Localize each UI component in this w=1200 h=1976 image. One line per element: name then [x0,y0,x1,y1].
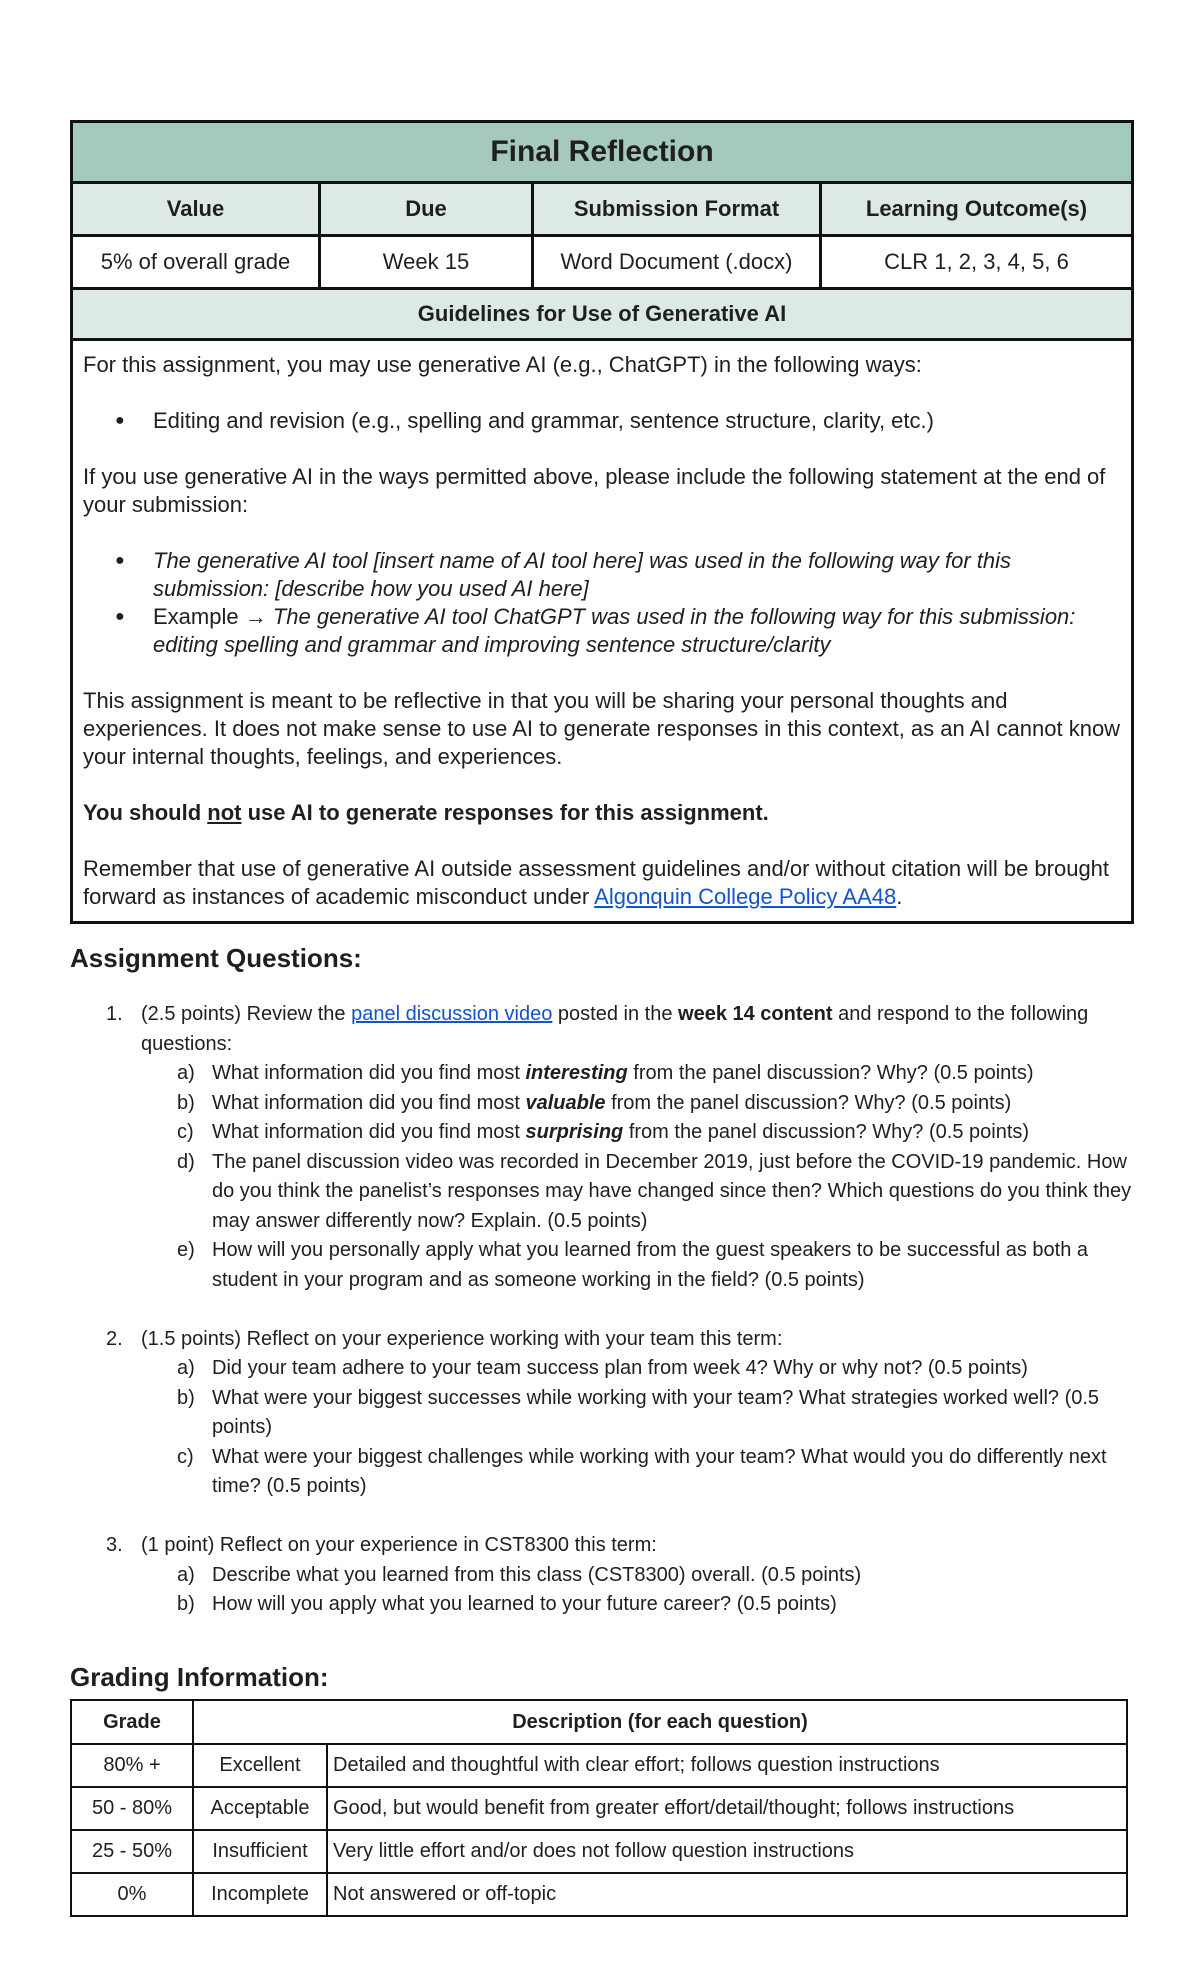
question-2: 2. (1.5 points) Reflect on your experience working with your team this term: a) Did your team adhere to your team success plan from week 4? Why or why not? (0.5 points) b) What were your biggest successes while working with your team? What strategies worked well? (0.5 points) c) What were your biggest challenges while working with your team? What would you do differently next time? (0.5 points) [70,1325,1140,1502]
grading-heading: Grading Information: [70,1662,329,1692]
sub-question: c) What were your biggest challenges while working with your team? What would you do differently next time? (0.5 points) [177,1445,1107,1497]
question-number: 2. [106,1327,123,1350]
bullet-item [153,547,1121,603]
sub-question: b) How will you apply what you learned to your future career? (0.5 points) [177,1593,837,1615]
assignment-info-table [70,120,1134,924]
due-cell: Week 15 [320,236,533,289]
sub-question: a) Describe what you learned from this class (CST8300) overall. (0.5 points) [177,1563,862,1586]
guidelines-body [72,340,1133,923]
sub-question: a) What information did you find most interesting from the panel discussion? Why? (0.5 points) [177,1062,1034,1084]
guidelines-heading: Guidelines for Use of Generative AI [72,289,1133,340]
bullet-item: ● Editing and revision (e.g., spelling and grammar, sentence structure, clarity, etc.) [153,407,1121,435]
reflective-note: This assignment is meant to be reflective in that you will be sharing your personal thoughts and experiences. It does not make sense to use AI to generate responses in this context, as an AI cannot know your internal thoughts, feelings, and experiences. [83,688,1121,769]
sub-question: c) What information did you find most surprising from the panel discussion? Why? (0.5 points) [177,1121,1030,1143]
sub-question: b) What were your biggest successes while working with your team? What strategies worked well? (0.5 points) [177,1386,1100,1438]
table-row: 25 - 50% Insufficient Very little effort and/or does not follow question instructions [71,1830,1127,1873]
table-row: 80% + Excellent Detailed and thoughtful with clear effort; follows question instructions [71,1744,1127,1787]
format-cell: Word Document (.docx) [533,236,821,289]
policy-link[interactable]: Algonquin College Policy AA48 [594,884,897,909]
question-1: 1. (2.5 points) Review the panel discussion video posted in the week 14 content and respond to the following questions: a) What information did you find most interesting from the panel discussion? Why? (0.5 points) b) What information did you find most valuable from the panel discussion? Why? (0.5 points) c) What information did you find most surprising from the panel discussion? Why? (0.5 points) d) The panel discussion video was recorded in December 2019, just before the COVID-19 pandemic. How do you think the panelist’s responses may have changed since then? Which questions do you think they may answer differently now? Explain. (0.5 points) e) How will you personally apply what you learned from the guest speakers to be successful as both a student in your program and as someone working in the field? (0.5 points) [70,1000,1140,1295]
question-3: 3. (1 point) Reflect on your experience in CST8300 this term: a) Describe what you learned from this class (CST8300) overall. (0.5 points) b) How will you apply what you learned to your future career? (0.5 points) [70,1531,1140,1620]
example-statement: The generative AI tool ChatGPT was used in the following way for this submission: editing spelling and grammar and improving sentence structure/clarity [153,604,1076,657]
header-value: Value [72,183,320,236]
guidelines-intro: For this assignment, you may use generative AI (e.g., ChatGPT) in the following ways: [83,352,922,377]
grading-table [70,1699,1128,1917]
guidelines-statement: If you use generative AI in the ways permitted above, please include the following statement at the end of your submission: [83,464,1106,517]
header-due: Due [320,183,533,236]
table-row: 0% Incomplete Not answered or off-topic [71,1873,1127,1916]
sub-question: b) What information did you find most valuable from the panel discussion? Why? (0.5 points) [177,1091,1012,1114]
statement-template: The generative AI tool [insert name of AI tool here] was used in the following way for this submission: [describe how you used AI here] [153,548,1012,601]
misconduct-note: Remember that use of generative AI outside assessment guidelines and/or without citation will be brought forward as instances of academic misconduct under Algonquin College Policy AA48. [83,856,1110,909]
sub-question: a) Did your team adhere to your team success plan from week 4? Why or why not? (0.5 points) [177,1357,1028,1379]
description-header: Description (for each question) [193,1700,1127,1744]
sub-question: d) The panel discussion video was recorded in December 2019, just before the COVID-19 pandemic. How do you think the panelist’s responses may have changed since then? Which questions do you think they may answer differently now? Explain. (0.5 points) [177,1150,1132,1232]
header-outcomes: Learning Outcome(s) [821,183,1133,236]
questions-list [70,1000,1140,1649]
example-label: Example → [153,604,273,629]
ai-warning: You should not use AI to generate responses for this assignment. [83,800,769,825]
grade-header: Grade [71,1700,193,1744]
value-cell: 5% of overall grade [72,236,320,289]
question-number: 3. [106,1534,123,1556]
questions-heading: Assignment Questions: [70,943,362,973]
table-row: 50 - 80% Acceptable Good, but would benefit from greater effort/detail/thought; follows instructions [71,1787,1127,1830]
assignment-title: Final Reflection [72,122,1133,183]
outcomes-cell: CLR 1, 2, 3, 4, 5, 6 [821,236,1133,289]
bullet-item [153,603,1121,659]
question-number: 1. [106,1003,123,1025]
panel-video-link[interactable]: panel discussion video [351,1003,553,1025]
header-format: Submission Format [533,183,821,236]
sub-question: e) How will you personally apply what you learned from the guest speakers to be successful as both a student in your program and as someone working in the field? (0.5 points) [177,1239,1089,1291]
